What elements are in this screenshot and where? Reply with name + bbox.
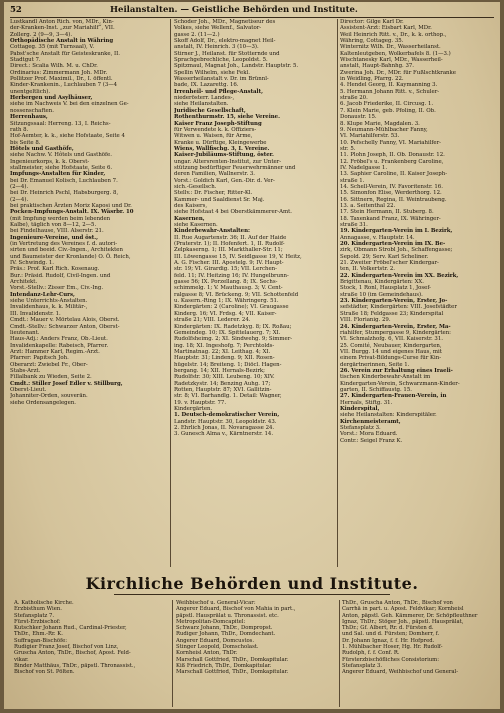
text-line: Kinder-Krankenin., Luchlauben 7 (3—4 [10, 82, 118, 89]
text-line: feld. 11; IV. Heitzing 16; IV. Hungelbrunn- [174, 272, 289, 279]
text-line: Herbergen und Asylhäuser, [10, 95, 93, 102]
text-line: (2—4). [10, 196, 29, 203]
text-line: 13. a. Seitenthal 22. [340, 202, 396, 209]
text-line: 5. Hermann Johann Ritt. v., Schuler- [340, 88, 440, 95]
text-line: Vorst.: Mora Eduard. [340, 431, 398, 438]
text-line: Kindergärten. [174, 405, 213, 412]
text-line: Intendanz-Lehr-Curs, [10, 291, 75, 298]
text-line: Invalidenhaus, k. k. Militär-, [10, 304, 88, 311]
text-line: Kinderg. 16; VI. Frdsg. 4; VII. Kaiser- [174, 310, 277, 317]
text-line: VI. Schmalzhofg. 6, VII. Kaiserstr. 31. [340, 336, 443, 343]
text-line: 7. Klein Marie, geb. Pfoling, II. Ob. [340, 107, 436, 114]
text-line: Direct.: Scalia Wilh. M. u. ChDr. [10, 63, 98, 70]
text-line: sefstädter, Kindergärten: VIII. Josefstädter [340, 304, 457, 311]
text-line: Radetzkystr. 14; Benzing Auhg. 17; [174, 380, 271, 387]
text-line: gasse 56; IX. Porzellang. 8; IX. Sechs- [174, 279, 278, 286]
column-middle [174, 19, 334, 567]
text-line: 1. Mühlbacher Hoser, Hg. Hr. Rudolf- [342, 644, 443, 651]
text-line: deren Familien, Wallnerstr. 3. [174, 171, 256, 178]
text-line: Rotten, Hauptstr. 87; XVI. Gallitzin- [174, 386, 272, 393]
text-line: bei Findelhause, VIII. Alserstr. 21. [10, 228, 104, 235]
text-line: bergang. 14; XII. Hernals-Bezirk; [174, 367, 265, 374]
text-line: Hauptstr. 31; Lindeng. 9; XII. Rosen- [174, 355, 275, 362]
text-line: Kaiser-Jubiläums-Stiftung, öster. [174, 152, 274, 159]
text-line: siehe Heilanstalten. [174, 101, 229, 108]
text-line: einem Privat-Bildungs-Curse für Kin- [340, 355, 442, 362]
text-line: Invalidenkapelle: Rabeisch, Pfarrer. [10, 342, 109, 349]
text-line: III. Löwengasse 15, IV. Seidlgasse 19, V. Heitz, [174, 253, 302, 260]
text-line: 6. Jacob Friederike, II. Circusg. 1. [340, 101, 434, 108]
column-divider [170, 19, 171, 567]
text-line: Fillalbank zu Wieden, Seite 2. [10, 374, 92, 381]
text-line: Oberarzt: Zwiebel Fr., Ober- [10, 361, 88, 368]
text-line: dergärtnerinnen, Seite 1. [340, 361, 410, 368]
text-line: niederösterr. Landes-, [174, 95, 235, 102]
text-line: Kammer- und Saaldienst Sr. Maj. [174, 196, 265, 203]
text-line: der-Kranken-Inst. „zur Mariahilf“, VII. [10, 25, 115, 32]
text-line: Suffragan-Bischöfe: [14, 637, 67, 644]
bottom-column-left [14, 600, 172, 707]
text-line: zirk, Obmann Strobl Joh., Schaffengasse; [340, 247, 453, 254]
text-line: Impfungs-Anstalten für Kinder, [10, 171, 106, 178]
text-line: Cmdt.: Mauer v. Mörtelau Alois, Oberst. [10, 317, 120, 324]
text-line: A. Katholische Kirche. [14, 600, 74, 606]
text-line: Gemeindeg. 10; IX. Spittelauerg. 7; XI. [174, 329, 281, 336]
text-line: Rudolfstr. 30; XIII. Leubeng. 10; XIV. [174, 374, 275, 381]
text-line: anstalt, IV. Heinrich. 3 (10—3). [174, 44, 259, 51]
text-line: Vorst.: Goldich Karl, Gen.-Dir. d. Ver- [174, 177, 275, 184]
text-line: bis Seite 8. [10, 139, 41, 146]
text-line: Oberst-Lieut. [10, 386, 47, 393]
text-line: Angerer Eduard, Domcustos. [176, 637, 255, 644]
text-line: Kaiser Franz Joseph-Stiftung [174, 120, 262, 127]
text-line: sich.-Gesellsch. [174, 183, 217, 190]
text-line: bei Dr. Heinrich Pschl, Habsburgerg. 8, [10, 190, 119, 197]
text-line: bei Dr. Emanuel Kolisch, Luchlauben 7. [10, 177, 118, 184]
text-line: 4. Hendel Georg, II. Kaymanning 3. [340, 82, 438, 89]
text-line: Stefansplatz 7. [14, 612, 55, 619]
text-line: Straße 18; Feldgasse 23; Kinderspital [340, 310, 444, 317]
text-line: Brigittenau, Kindergärten: XX. [340, 279, 424, 286]
text-line: Winternitz Wilh. Dr., Wasserheilanst. [340, 44, 441, 51]
text-line: 2. Ehrlich Jonas, II. Novaragasse 24. [174, 425, 275, 431]
heading-rule [114, 594, 390, 595]
text-line: siehe Nachw. V. Hôtels und Gasthöfe. [10, 152, 112, 159]
column-divider [172, 600, 173, 707]
text-line: Kindergärten: 2 (Caroline); VI. Graugasse [174, 304, 289, 311]
text-line: Kindergarten-Verein, Schwarzmann-Kinder- [340, 380, 460, 387]
text-line: Stock, 1 Ronl, Hausplatz 1, Josef- [340, 285, 431, 292]
text-line: Skoff Adolf, Dr., elektro-magnet Heil- [174, 38, 276, 45]
page-header [10, 5, 494, 18]
text-line: 10. Pefschelly Fanny, VI. Mariahilfer- [340, 139, 441, 146]
text-line: riahilfer, Stumpergasse 9, Kindergärten: [340, 329, 451, 336]
text-line: Dr. Johann Ignaz, f. f. Hr. Hofpred. [342, 637, 435, 644]
text-line: Präs.: Prof. Karl Rich. Kosenaug. [10, 266, 100, 273]
text-line: Contr.: Seigel Franz K. [340, 437, 403, 444]
text-line: Ordinarius: Zimmermann Joh. MDr. [10, 69, 108, 76]
text-line: in Weidling, Pfarrg. 22. [340, 76, 404, 83]
text-line: Pfarrer: Papitsch Joh. [10, 355, 69, 362]
directory-page [4, 2, 500, 709]
text-line: II. Rue Augartenstr. 36; II. Auf der Haide [174, 234, 287, 241]
text-line: 3. Gunesch Alma v., Kärntnerstr. 14. [174, 431, 274, 438]
text-line: Stirner J., Heilanst. für Stotternde und [174, 50, 280, 57]
text-line: Erzbisthum Wien. [14, 606, 62, 613]
text-line: ralgasse 8; VI. Brückeng. 9; VII. Schottenfeld [174, 291, 299, 298]
text-line: straße 31. [340, 222, 368, 228]
text-line: päpstl. Hausprälat u. Thronassist. etc. [176, 612, 279, 619]
text-line: Cmdt.-Stellv.: Schwarzer Anton, Oberst- [10, 323, 120, 330]
text-line: bei praktischen Ärzten Moriz Kaposi und Dr. [10, 202, 132, 209]
bottom-column-middle [176, 600, 336, 707]
text-line: Assistent-Arzt: Eisbart Karl, MDr. [340, 25, 432, 32]
text-line: Hernals, Stiftg. 31. [340, 399, 393, 406]
text-line: Ignaz, ThDr.; Stöger Joh., päpstl. Hausprälat, [342, 618, 464, 625]
text-line: u. Kasern.-Ring 1; IX. Währingerg. 51. [174, 298, 279, 305]
text-line: Ingenieure-Vereine, und öst., [10, 234, 98, 241]
text-line: siehe im Nachweis V. bei den einzelnen Ge- [10, 101, 129, 108]
text-line: ungar. Altersrenten-Institut, zur Unter- [174, 158, 282, 165]
text-line: Kirchenmeisteramt, [340, 418, 401, 425]
text-line: IV. Nadelgasse 1. [340, 164, 388, 171]
text-line: str. 8; VI. Barhandlg. 1. Detail: Wagner, [174, 393, 282, 400]
text-line: anstalt, Haupt-Bahnhg. 37. [340, 63, 415, 70]
text-line: Stellv.: Dr. Fischer, Ritter-Kl. [174, 190, 253, 197]
text-line: schimmelg. 1; V. Mauthausg. 3; V. Cent- [174, 285, 283, 292]
text-line: für Verwendete k. k. Offiziers- [174, 126, 257, 133]
text-line: Martinatnag. 22; XI. Leithag. 4; XI. [174, 348, 271, 355]
text-line: Pocken-Impfungs-Anstalt. IX. Wäsrbr. 10 [10, 209, 134, 216]
column-divider [337, 19, 338, 567]
bottom-column-right [342, 600, 496, 707]
text-line: straße 20. [340, 95, 368, 102]
text-line: Lustkandl Anton Rich. von, MDr., Kin- [10, 19, 114, 25]
text-line: Zelpkaserng. 1; III. Markthaller-Str. 11; [174, 247, 283, 254]
text-line: tischen Kinderbewahr-Anstalt im [340, 374, 431, 381]
text-line: und Sal. und d. Fürsten; Domherr, f. [342, 631, 440, 638]
text-line: Pabst'sche Anstalt für Geisteskranke, II. [10, 50, 120, 57]
text-line: Sepold. 29; Serv. Karl Scheliner. [340, 253, 429, 260]
text-line: (Praterstr. 1); II. Hofenfert. 1, II. Rudolf- [174, 241, 285, 248]
text-line: Irrenheil- und Pflege-Anstalt, [174, 88, 263, 95]
text-line: Haus-Adj.: Anders Franz, Ob.-Lieut. [10, 336, 108, 343]
text-line: 20. Kindergarten-Verein im IX. Be- [340, 241, 446, 248]
text-line: stützung bedürftiger Feuerwehrmänner und [174, 164, 296, 171]
text-line: 9. Neumann-Mühlbacher Fanny, [340, 126, 428, 133]
text-line: 24. Kindergarten-Verein, Erster, Ma- [340, 323, 451, 330]
text-line: VIII. Florianig. 29. [340, 317, 391, 324]
text-line: 1. Deutsch-demokratischer Verein, [174, 412, 280, 419]
text-line: IV. Schwindg. 1. [10, 260, 54, 267]
text-line: Spellin Wilhelm, siehe Fekl. [174, 69, 250, 76]
text-line: Ingenieurkorps, k. k. Oberst- [10, 158, 90, 165]
text-line: Kaltenleutgeben, Wolkerbafels 8. (1—3.) [340, 50, 451, 57]
text-line: 14. Schell-Verein, IV. Favoritenstr. 16. [340, 183, 443, 190]
text-line: Gruscha Anton, ThDr., Bischof, Apost. Feld- [14, 650, 131, 657]
text-line: Währing, Cottageg. 35. [340, 38, 404, 45]
text-line: Marschall Gottfried, ThDr., Domkapitular. [176, 669, 289, 676]
text-line: A. G. Fischer. III. Apostelg. 9; IV. Haupt- [174, 260, 284, 267]
text-line: Vorst.-Stellv.: Zisser Em., Civ.-Ing. [10, 285, 104, 292]
text-line: Arzt: Hammer Karl, Regim.-Arzt. [10, 348, 100, 355]
text-line: str. 5. [340, 145, 356, 152]
text-line: Kornheisl Anton, ThDr. [176, 650, 238, 657]
text-line: Stabs-Arzt. [10, 367, 41, 374]
text-line: Stefansplatz 3. [340, 425, 381, 431]
text-line: ing. 18; XI. Ingeshofg. 7; Perchtolds- [174, 342, 275, 349]
text-line: unentgeltlich). [10, 88, 51, 95]
text-line: (2—4). [10, 183, 29, 190]
text-line: nossenschaften. [10, 107, 54, 114]
text-line: Cottageg. 35 (mit Turnsaal), V. [10, 44, 95, 51]
text-line: Kalbe), täglich von 8—12, 2—5. [10, 222, 97, 228]
text-line: Rothenthurmstr. 15, siehe Vereine. [174, 114, 280, 121]
text-line: Cmdt.: Stiller Josef Edler v. Stillburg, [10, 380, 123, 387]
text-line: Wasserheilanstalt v. Dr. im Brünnl- [174, 76, 269, 83]
text-line: 27. Kindergarten-Frauen-Verein, in [340, 393, 447, 400]
text-line: straße 10 (im Gemeindehaus). [340, 291, 423, 298]
text-line: Bischof von St. Pölten. [14, 669, 75, 676]
text-line: 17. Stein Hermann, II. Stuberg. 8. [340, 209, 434, 216]
text-line: Marschall Gottfried, ThDr., Domkapitular. [176, 656, 289, 663]
text-line: und Baumeister der Kronlande) O. Ö. Reich, [10, 253, 131, 260]
text-line: des Kaisers, [174, 202, 208, 209]
text-line: Kindergärten: IX. Radetzkyg. 8; IX. Roßau; [174, 323, 292, 330]
text-line: Hôtels und Gasthöfe, [10, 145, 74, 152]
text-line: Carrhä in part. u. Apost. Feldvikar; Kornheisl [342, 606, 464, 613]
text-line: (mit Impfung werden beim lebenden [10, 215, 111, 222]
text-line: Zwerina Joh. Dr., MDr. für Fußlschtkranke [340, 69, 456, 76]
text-line: 22. Kindergarten-Verein im XX. Bezirk, [340, 272, 459, 279]
text-line: Schwarz Johann, ThDr., Dompropst. [176, 625, 273, 632]
text-line: Rudolfsheimg. 2; XI. Sindwehg. 9; Simmer- [174, 336, 293, 343]
text-line: Witwen u. Waisen, für Arme, [174, 133, 253, 140]
text-line: Johanniter-Orden, souverän. [10, 393, 88, 400]
text-line: Donaustr. 15. [340, 114, 377, 121]
text-line: vikar. [14, 656, 29, 663]
text-line: 8. Klupe Marie, Magdalen. 3. [340, 120, 420, 127]
text-line: 15. Simonfon Elise, Werderthorg. 12. [340, 190, 442, 197]
text-line: 18. Taxenkand Franz, IX. Währinger- [340, 215, 441, 222]
text-line: Hof-Aemter, k. k., siehe Hofstaate, Seite 4 [10, 133, 125, 140]
text-line: Weil Heinrich Ritt. v., Dr., k. k. orthop., [340, 31, 447, 38]
text-line: 12. Fröbel's u. Frankenberg Caroline, [340, 158, 444, 165]
text-line: VII. Burgg. 14 und eigenes Haus, mit [340, 348, 442, 355]
text-line: ThDr., Ehm.-Rr. K. [14, 631, 63, 638]
text-line: 11. Plohn Joseph, II. Ob. Donaustr. 12. [340, 152, 445, 159]
text-line: garten, II. Schiffaustg. 15. [340, 386, 412, 393]
text-line: Spitzmaul, Magnat Joh., Landstr. Hauptstr. 5. [174, 63, 299, 70]
text-line: 19. v. Hauptstr. 77. [174, 399, 227, 406]
text-line: 16. Sittnern, Regina, II. Weintraubeng. [340, 196, 447, 203]
text-line: str. 19; VI. Girardig. 15; VII. Lerchen- [174, 266, 277, 273]
text-line: III. Invalidenstr. 1. [10, 310, 61, 317]
text-line: Schoder Joh., MDr., Magnetiseur des [174, 19, 276, 25]
text-line: Kranke u. Dürftige, Kleingewerbe [174, 139, 267, 146]
text-line: straße 21; VIII. Lederer. 24. [174, 317, 251, 324]
text-line: 26. Verein zur Erhaltung eines Iraeli- [340, 367, 453, 374]
text-line: gasse 2. (11—2.) [174, 31, 220, 38]
text-line: Rudigier Franz Josef, Bischof von Linz, [14, 644, 119, 651]
text-line: rath 8. [10, 126, 29, 133]
text-line: Pollitzer Prof. Maximil., Dr., I. öffentl. [10, 76, 113, 83]
text-line: Stefansplatz 3. [342, 662, 383, 669]
text-line: siehe Unterrichts-Anstalten. [10, 298, 88, 305]
text-line: Kinderspital, [340, 405, 380, 412]
text-line: Rudiger Johann, ThDr., Domdechant. [176, 631, 276, 638]
text-line: siehe Heilanstalten: Kinderspitäler. [340, 412, 437, 419]
column-right [340, 19, 496, 567]
text-line: Architekt. [10, 279, 38, 286]
text-line: Landstr. Hauptstr. 30, Leopoldstr. 43. [174, 418, 277, 425]
column-left [10, 19, 168, 567]
section-heading: Kirchliche Behörden und Institute. [85, 574, 419, 593]
text-line: Fürst-Erzbischof: [14, 618, 61, 625]
text-line: Weihbischof u. General-Vicar: [176, 600, 256, 606]
text-line: Annagasse, v. Hauptstr. 14. [340, 234, 415, 241]
text-line: Kiß Friedrich, ThDr., Domkapitular. [176, 662, 272, 669]
text-line: siehe Hofstaat 4 bei Oberstkämmerer-Amt. [174, 209, 292, 216]
text-line: Kinderbewahr-Anstalten: [174, 228, 251, 235]
text-line: straße 1. [340, 177, 365, 184]
text-line: 13. Saphier Caroline, II. Kaiser Joseph- [340, 171, 448, 178]
text-line: Zollerg. 2 (9—9, 3—4). [10, 31, 73, 38]
text-line: Volkes, siehe Wellenf., Salvator- [174, 25, 262, 32]
text-line: Kasernen, [174, 215, 205, 222]
text-line: VI. Mariahilferstr. 53. [340, 133, 400, 140]
text-line: Angerer Eduard, Weihbischof und General- [342, 669, 459, 676]
text-line: Wiens, Wallfischg. 3, I. Vereine. [174, 145, 270, 152]
text-line: Rudolph, f. f. Conf. R. [342, 650, 400, 657]
text-line: Sitzungssaal: Herreng. 13, I. Reichs- [10, 120, 111, 127]
text-line: Angerer Eduard, Bischof von Mahia in part., [176, 606, 296, 613]
text-line: Kutschker Johann Rud., Cardinal-Priester, [14, 625, 127, 632]
text-line: Stadtgut 7. [10, 57, 41, 64]
text-line: Fürsterzbischöfliches Consistorium: [342, 656, 439, 663]
text-line: Director: Gilge Karl Dr. [340, 19, 404, 25]
text-line: ThDr., Gruscha Anton, ThDr., Bischof von [342, 600, 453, 606]
section-title: Heilanstalten. — Geistliche Behörden und Institute. [110, 5, 358, 15]
text-line: ten, II. Volkertstr. 2. [340, 266, 395, 273]
text-line: siehe Kasernen. [174, 222, 218, 228]
text-line: lieutenant. [10, 329, 40, 336]
text-line: Sprachgebrechliche, Leopoldst. 5. [174, 57, 268, 64]
text-line: Bur.: Präsid. Rudolf, Civil-Ingen. und [10, 272, 111, 279]
text-line: stallmeister, siehe Hofstaate, Seite 6. [10, 164, 113, 171]
column-divider [339, 600, 340, 707]
text-line: 25. Comité, Neubauer, Kindergarten, [340, 342, 442, 349]
text-line: ThDr.; Gf. Albert, Rr. d. Fürsten d. [342, 625, 434, 632]
page-number: 52 [10, 5, 22, 15]
text-line: 19. Kindergarten-Verein im I. Bezirk, [340, 228, 453, 235]
text-line: 21. Zweiter Fröbel'scher Kindergar- [340, 260, 439, 267]
text-line: Binder Matthäus, ThDr., päpstl. Thronassist., [14, 662, 136, 669]
text-line: 23. Kindergarten-Verein, Erster, Jo- [340, 298, 448, 305]
text-line: Herrenhaus, [10, 114, 48, 121]
text-line: siehe Ordensangelegen. [10, 399, 76, 406]
text-line: sirten und beeid. Civ.-Ingen., Architekten [10, 247, 123, 254]
text-line: Juridische Gesellschaft, [174, 107, 246, 114]
text-line: Anton, päpstl. Geh. Kämmerer, Dr. Schöpfleuthner [342, 612, 478, 619]
text-line: (in Vertretung des Vereines f. d. autori- [10, 241, 118, 248]
text-line: Orthopädische Anstalt in Währing [10, 38, 114, 45]
text-line: hügelstr. 14; Breiteng. 1; Diöcl. Hagen- [174, 361, 282, 368]
text-line: Metropolitan-Domcapitel: [176, 618, 246, 625]
text-line: bade, IX. Lazarettg. 16. [174, 82, 239, 89]
text-line: Stinger Leopold, Domscholast. [176, 644, 259, 651]
text-line: Wischtanesky Karl, MDr., Wasserheil- [340, 57, 443, 64]
